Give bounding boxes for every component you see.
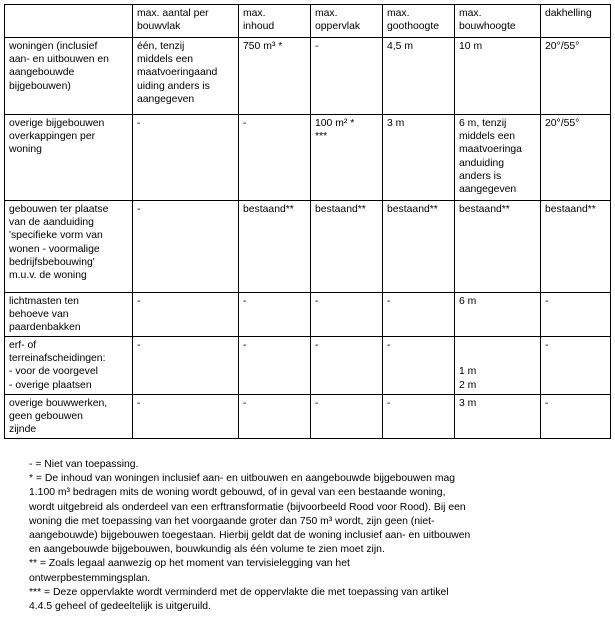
cell-max-building-height-line: bestaand** [459, 204, 510, 215]
cell-max-volume [239, 201, 311, 293]
footnote-line: ontwerpbestemmingsplan. [29, 572, 151, 584]
cell-max-count [133, 293, 239, 337]
cell-category [5, 201, 133, 293]
cell-category-line: woning [9, 144, 42, 156]
cell-max-area [311, 201, 383, 293]
cell-category-line: geen gebouwen [9, 411, 83, 423]
cell-roof-pitch-line: 20°/55° [545, 118, 580, 129]
cell-max-building-height [455, 395, 541, 439]
footnote-line: 4.4.5 geheel of gedeeltelijk is uitgeruild. [29, 601, 211, 613]
cell-category-line: overige bouwwerken, [9, 398, 108, 409]
cell-max-building-height-line: 2 m [459, 379, 477, 391]
cell-roof-pitch [541, 38, 611, 115]
header-cell-max-building-height [455, 5, 541, 38]
cell-max-count-line: - [137, 204, 141, 215]
cell-max-eave-height-line: - [387, 398, 391, 409]
cell-max-building-height-line [459, 352, 536, 365]
cell-max-count-line: maatvoeringaand [137, 67, 218, 79]
cell-max-building-height [455, 337, 541, 395]
header-cell-max-volume-line: max. [243, 8, 266, 19]
footnote-line: 1.100 m³ bedragen mits de woning wordt gebouwd, of in geval van een bestaande woning, [29, 487, 446, 499]
header-cell-max-area [311, 5, 383, 38]
cell-max-count-line: - [137, 340, 141, 351]
footnote-line: * = De inhoud van woningen inclusief aan- en uitbouwen en aangebouwde bijgebouwen mag [29, 473, 456, 485]
cell-max-volume [239, 395, 311, 439]
cell-max-area-line: - [315, 41, 319, 52]
cell-max-area [311, 395, 383, 439]
cell-max-eave-height [383, 395, 455, 439]
cell-max-count-line: aangegeven [137, 93, 195, 105]
table-header-row [5, 5, 611, 38]
cell-category-line: van de aanduiding [9, 217, 94, 229]
header-cell-max-building-height-line: bouwhoogte [459, 21, 516, 33]
cell-max-eave-height-line: - [387, 340, 391, 351]
cell-roof-pitch [541, 337, 611, 395]
cell-max-area-line: - [315, 296, 319, 307]
header-cell-max-volume-line: inhoud [243, 21, 275, 33]
cell-max-volume [239, 38, 311, 115]
cell-category [5, 293, 133, 337]
cell-category [5, 395, 133, 439]
table-row [5, 38, 611, 115]
cell-category-line: - overige plaatsen [9, 379, 92, 391]
cell-max-count-line: - [137, 398, 141, 409]
table-row [5, 395, 611, 439]
cell-max-volume [239, 337, 311, 395]
table-row [5, 115, 611, 201]
header-cell-max-area-line: oppervlak [315, 21, 361, 33]
cell-roof-pitch-line: bestaand** [545, 204, 596, 215]
cell-max-area [311, 115, 383, 201]
cell-roof-pitch-line: - [545, 398, 549, 409]
cell-max-volume-line: - [243, 398, 247, 409]
cell-category-line: behoeve van [9, 309, 69, 321]
cell-max-eave-height-line: bestaand** [387, 204, 438, 215]
cell-category [5, 38, 133, 115]
cell-max-building-height-line: middels een [459, 131, 516, 143]
footnote-line: wordt uitgebreid als onderdeel van een erftransformatie (bijvoorbeeld Rood voor Rood). Bij een [29, 501, 466, 513]
cell-roof-pitch-line: - [545, 296, 549, 307]
cell-max-area [311, 38, 383, 115]
header-cell-category-line [9, 7, 128, 20]
cell-roof-pitch-line: 20°/55° [545, 41, 580, 52]
cell-max-eave-height [383, 337, 455, 395]
cell-category-line: terreinafscheidingen: [9, 353, 106, 365]
cell-max-volume [239, 293, 311, 337]
cell-max-eave-height [383, 38, 455, 115]
cell-max-volume-line: 750 m³ * [243, 41, 283, 52]
cell-max-volume [239, 115, 311, 201]
cell-roof-pitch [541, 201, 611, 293]
table-row [5, 201, 611, 293]
cell-max-count-line: uiding anders is [137, 80, 210, 92]
header-cell-max-building-height-line: max. [459, 8, 482, 19]
footnote-line: woning die met toepassing van het voorgaande groter dan 750 m³ wordt, zijn geen (niet- [29, 515, 435, 527]
cell-max-building-height-line: 1 m [459, 366, 477, 378]
cell-max-area-line: 100 m² * [315, 118, 355, 129]
cell-max-volume-line: - [243, 118, 247, 129]
cell-max-count [133, 201, 239, 293]
cell-max-building-height [455, 115, 541, 201]
header-cell-roof-pitch [541, 5, 611, 38]
cell-max-area [311, 293, 383, 337]
cell-max-eave-height [383, 201, 455, 293]
footnote-line: en aangebouwde bijgebouwen, bouwkundig als één volume te zien moet zijn. [29, 544, 385, 556]
cell-max-volume-line: bestaand** [243, 204, 294, 215]
header-cell-max-area-line: max. [315, 8, 338, 19]
cell-max-count-line: - [137, 118, 141, 129]
cell-category-line: paardenbakken [9, 322, 81, 334]
cell-max-building-height-line: aangegeven [459, 184, 517, 196]
regulations-table [4, 4, 611, 439]
cell-max-area-line: - [315, 398, 319, 409]
table-row [5, 293, 611, 337]
cell-category-line: m.u.v. de woning [9, 270, 87, 282]
cell-category [5, 115, 133, 201]
cell-max-eave-height [383, 293, 455, 337]
cell-max-building-height-line: anduiding [459, 157, 505, 169]
cell-max-building-height-line: 6 m [459, 296, 477, 307]
cell-max-building-height-line: maatvoeringa [459, 144, 522, 156]
cell-max-area-line: - [315, 340, 319, 351]
cell-category-line: zijnde [9, 424, 37, 436]
header-cell-max-eave-height [383, 5, 455, 38]
cell-category-line: gebouwen ter plaatse [9, 204, 109, 215]
cell-category [5, 337, 133, 395]
cell-category-line: - voor de voorgevel [9, 366, 98, 378]
cell-max-count-line: - [137, 296, 141, 307]
cell-max-count [133, 38, 239, 115]
cell-category-line: erf- of [9, 340, 37, 351]
cell-category-line: aan- en uitbouwen en [9, 54, 109, 66]
cell-max-building-height-line: anders is [459, 170, 502, 182]
cell-category-line: wonen - voormalige [9, 243, 100, 255]
cell-max-count-line: middels een [137, 54, 194, 66]
cell-max-building-height-line: 3 m [459, 398, 477, 409]
header-cell-category [5, 5, 133, 38]
cell-category-line: 'specifieke vorm van [9, 230, 103, 242]
cell-max-eave-height [383, 115, 455, 201]
cell-max-count-line: één, tenzij [137, 41, 185, 52]
cell-category-line: overkappingen per [9, 131, 96, 143]
footnote-line: *** = Deze oppervlakte wordt verminderd met de oppervlakte die met toepassing van artikel [29, 586, 449, 598]
cell-max-eave-height-line: - [387, 296, 391, 307]
cell-category-line: aangebouwde [9, 67, 75, 79]
cell-max-eave-height-line: 3 m [387, 118, 405, 129]
header-cell-max-count-line: bouwvlak [137, 21, 181, 33]
footnote-line: aangebouwde) bijgebouwen toegestaan. Hierbij geldt dat de woning inclusief aan- en uitbouwen [29, 530, 471, 542]
cell-max-building-height-line: 10 m [459, 41, 483, 52]
header-cell-max-count-line: max. aantal per [137, 8, 209, 19]
cell-category-line: bijgebouwen) [9, 80, 71, 92]
cell-max-building-height [455, 38, 541, 115]
cell-max-building-height [455, 293, 541, 337]
cell-max-building-height-line: 6 m, tenzij [459, 118, 507, 129]
cell-category-line: woningen (inclusief [9, 41, 98, 52]
cell-max-area-line: bestaand** [315, 204, 366, 215]
header-cell-max-volume [239, 5, 311, 38]
footnote-line: ** = Zoals legaal aanwezig op het moment van tervisielegging van het [29, 558, 350, 570]
cell-max-area-line: *** [315, 131, 328, 143]
cell-roof-pitch [541, 115, 611, 201]
footnote-line: - = Niet van toepassing. [29, 459, 139, 470]
cell-roof-pitch [541, 395, 611, 439]
cell-max-count [133, 337, 239, 395]
table-row [5, 337, 611, 395]
cell-roof-pitch-line: - [545, 340, 549, 351]
cell-max-volume-line: - [243, 340, 247, 351]
cell-max-building-height-line [459, 339, 536, 352]
header-cell-max-eave-height-line: goothoogte [387, 21, 440, 33]
table-body [5, 5, 611, 439]
cell-category-line: bedrijfsbebouwing' [9, 256, 95, 268]
cell-max-count [133, 115, 239, 201]
header-cell-max-count [133, 5, 239, 38]
cell-max-building-height [455, 201, 541, 293]
header-cell-max-eave-height-line: max. [387, 8, 410, 19]
header-cell-roof-pitch-line: dakhelling [545, 8, 592, 19]
cell-category-line: overige bijgebouwen [9, 118, 105, 129]
cell-max-count [133, 395, 239, 439]
cell-max-volume-line: - [243, 296, 247, 307]
cell-max-area [311, 337, 383, 395]
cell-category-line: lichtmasten ten [9, 296, 79, 307]
cell-roof-pitch [541, 293, 611, 337]
footnotes [29, 458, 589, 614]
cell-max-eave-height-line: 4,5 m [387, 41, 413, 52]
